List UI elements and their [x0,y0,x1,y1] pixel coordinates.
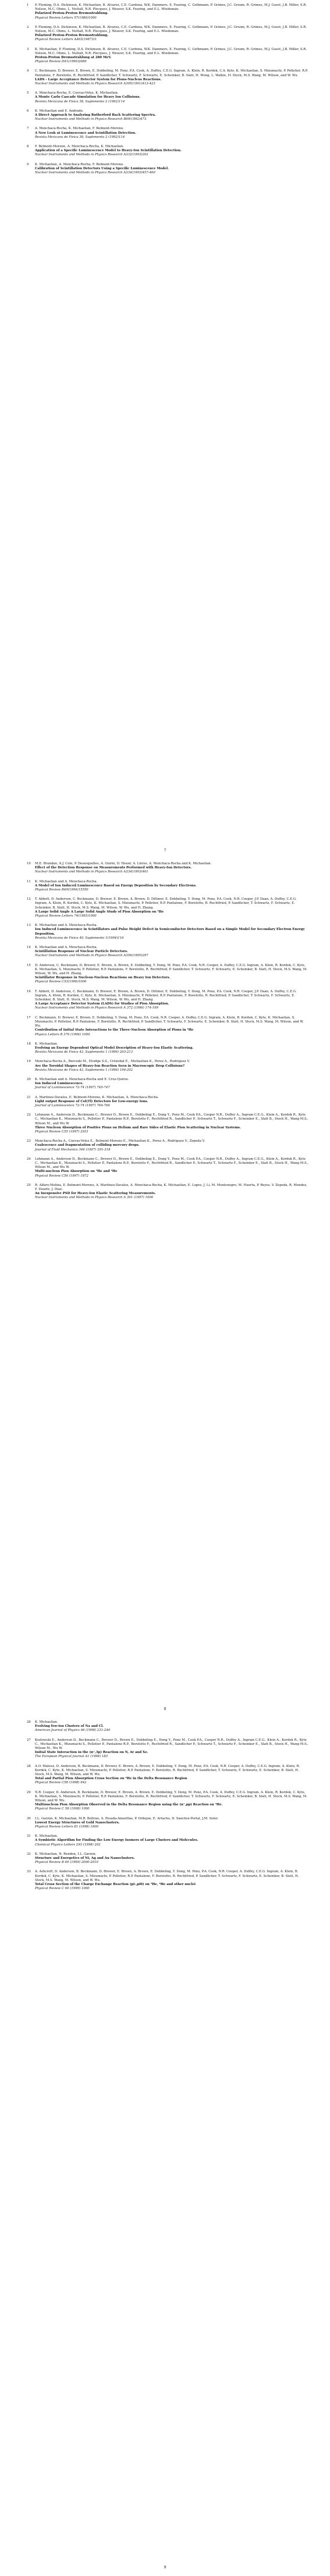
reference-entry [27,145,309,158]
reference-authors: K. Michaelian and A. Menchaca-Rocha. [35,924,98,928]
reference-entry [27,897,309,918]
reference-number: 19 [27,1060,31,1064]
reference-number: 23 [27,1139,31,1143]
reference-entry [27,1720,309,1733]
reference-number: 28 [27,1764,31,1768]
reference-journal: Journal of Luminescence 72-74 (1997) 764-766 [35,1103,110,1107]
reference-title: Scintillator Response in Nucleon-Nucleus Reactions on Heavy Ion Detectors. [35,976,171,980]
reference-authors: K. Michaelian and A. Menchaca-Rocha. [35,879,98,883]
reference-authors: T. Abbott, D. Anderson, C. Beckmann, D. Brewer, E. Brown, A. Brown, D. Dittmer, E. Dobbeling, Y. Dong, M. Ponz, P.A. Cook, N.R. Cooper, J.P. Daan, A. Duffey, C.E.G. Ingram, A. Klein, R. Kordek, C. Kyte, K. Michaelian, S. Mizumachi, P. Pelletier, R.P. Pantalone, F. Borelotto, R. Rechtfried, P. Sandlicher, T. Schwartz, F. Schwartz, E. Scheinker, B. Slatt, H. Stock, M.S. Wang, M. Wilson, W. Wu, and H. Zhang. [35,897,297,910]
reference-entry [27,1157,309,1178]
reference-journal: Physical Review C55 (1997) 2931 [35,1130,88,1134]
reference-authors: K. Michaelian, N. Rendon, I.L. Garzon. [35,1852,97,1856]
reference-number: 14 [27,946,31,950]
reference-title: Polarized Proton-Proton Bremsstrahlung. [35,12,109,16]
reference-number: 25 [27,1183,31,1187]
reference-title: Evolving an Energy Dependent Optical Model Description of Heavy-Ion Elastic Scattering. [35,1046,194,1050]
reference-number: 22 [27,1113,31,1117]
reference-journal: Physical Review C53(1996)1000 [35,980,87,984]
reference-title: An Inexpensive PSD for Heavy-Ion Elastic Scattering Measurements. [35,1192,156,1196]
reference-title: Are the Toroidal Shapes of Heavy-Ion Reaction Seen in Macroscopic Drop Collisions? [35,1064,184,1068]
reference-title: Polarized Proton-Proton Bremsstrahlung. [35,34,109,38]
reference-title: A Symbiotic Algorithm for Finding the Low Energy Isomers of Large Clusters and Molecules. [35,1839,198,1843]
reference-entry [27,964,309,985]
reference-authors: K. Michaelian. [35,1720,58,1724]
reference-entry [27,1791,309,1812]
reference-journal: Revista Mexicana de Fisica 40, Suplemento 1(1994)116 [35,936,124,940]
reference-number: 30 [27,1816,31,1820]
reference-number: 33 [27,1870,31,1874]
reference-authors: M.E. Brandan, A.J. Cole, P. Desesquelles, A. Giorni, D. Heuer, A. Lleres, A. Menchaca-Rocha and K. Michaelian. [35,862,212,865]
reference-journal: Revista Mexicana de Fisica 42, Suplemento 1 (1996) 203-213 [35,1050,133,1054]
page-number: 9 [164,2566,166,2570]
reference-journal: Physical Review B 60 (1999) 2000-2010 [35,1861,98,1865]
page-9 [0,1717,330,2575]
reference-journal: Nuclear Instruments and Methods in Physics Research A332(1993)202 [35,153,148,157]
reference-journal: Nuclear Instruments and Methods in Physics Research A 372 (1996) 174-199 [35,1006,158,1010]
reference-authors: A. Martinez-Davalos, E. Belmont-Moreno, K. Michaelian, A. Menchaca-Rocha. [35,1095,159,1099]
reference-authors: I.L. Garzon, K. Michaelian, M.R. Beltran, A. Posada-Amarillas, P. Ordejon, E. Artacho, D. Sanchez-Portal, J.M. Soler. [35,1816,219,1820]
reference-title: Ion Induced Luminescence. [35,1082,84,1086]
reference-title: Ion Induced Luminescence in Scintillators and Pulse Height Defect in Semiconductor Detectors Based on a Simple Model for Secondary Electron Energy Deposition. [35,928,305,936]
reference-entry [27,1834,309,1847]
reference-title: Three Nucleon Absorption of Positive Pions on Helium and Rare Sides of Elastic Pion Scattering in Nuclear Systems. [35,1125,241,1130]
reference-journal: Nuclear Instruments and Methods in Physics Research A 391 (1997) 1000 [35,1196,154,1200]
reference-entry [27,1078,309,1091]
reference-entry [27,1113,309,1134]
reference-title: Proton-Proton Bremsstrahlung at 280 MeV. [35,56,112,60]
reference-entry [27,1016,309,1037]
reference-entry [27,990,309,1011]
reference-journal: Physical Review C56 (1997) 1872 [35,1174,88,1178]
reference-number: 21 [27,1095,31,1099]
reference-number: 10 [27,862,31,865]
reference-title: Evolving few-ion Clusters of Na and Cl. [35,1725,104,1729]
reference-title: Total and Partial Pion Absorption Cross Section on ⁴He in the Delta Resonance Region [35,1777,187,1781]
reference-number: 6 [27,109,29,113]
reference-authors: K. Michaelian. [35,1042,58,1046]
reference-journal: Nuclear Instruments and Methods in Physics Research A334(1993)457-460 [35,171,155,175]
reference-number: 2 [27,25,29,29]
reference-authors: Menchaca-Rocha A., Cuevas-Velez E., Belmont-Moreno E., Michaelian K., Perez A., Rodriguez V., Zepeda V. [35,1139,205,1143]
reference-authors: K. Michaelian. [35,1834,58,1839]
reference-number: 17 [27,1016,31,1020]
reference-entry [27,1184,309,1200]
reference-title: A Large Solid Angle A Large Solid Angle Study of Pion Absorption on ³He [35,910,164,914]
reference-entry [27,924,309,940]
reference-number: 13 [27,924,31,928]
reference-entry [27,109,309,122]
reference-authors: C. Beckmann, D. Brewer, E. Brown, E. Dobbeling, Y. Dong, M. Ponz, P.A. Cook, N.R. Cooper, A. Duffey, C.E.G. Ingram, A. Klein, R. Kordek, C. Kyte, K. Michaelian, S. Mizumachi, P. Pelletier, R.P. Pantalone, F. Borelotto, R. Rechtfried, P. Sandlicher, T. Schwartz, F. Schwartz, E. Scheinker, B. Slatt, H. Stock, M.S. Wang, M. Wilson, and W. Wu. [35,1016,304,1028]
reference-title: Calibration of Scintillation Detectors Using a Specific Luminescence Model. [35,166,169,170]
reference-number: 24 [27,1157,31,1161]
reference-number: 7 [27,127,29,131]
page-8 [0,858,330,1717]
page-number: 8 [164,1707,166,1711]
reference-entry [27,946,309,959]
reference-entry [27,1765,309,1786]
reference-journal: The European Physical Journal A1 (1998) 183 [35,1755,108,1759]
reference-entry [27,69,309,86]
reference-title: LADS - Large Acceptance Detector System for Pions-Nucleus Reactions. [35,77,162,81]
reference-authors: K. Michaelian and A. Menchaca-Rocha. [35,946,98,950]
reference-number: 29 [27,1790,31,1794]
page-7 [0,0,330,858]
reference-number: 3 [27,47,29,51]
reference-number: 8 [27,145,29,149]
reference-journal: Journal of Luminescence 72-74 (1997) 745-747 [35,1086,110,1090]
reference-journal: Physical Review C58 (1998) 942 [35,1781,87,1785]
reference-authors: Lehmann A., Anderson D., Beckmann C., Brewer D., Brown E., Dobbeling E., Dong Y., Ponz M., Cook P.A., Cooper N.R., Duffey A., Ingram C.E.G., Klein A., Kordek R., Kyte C., Michaelian K., Mizumachi S., Pelletier P., Pantalone R.P., Borelotto F., Rechtfried R., Sandlicher P., Schwartz T., Schwartz F., Scheinker E., Slatt B., Stock H., Wang M.S., Wilson M., and Wu W. [35,1157,308,1170]
reference-journal: Nuclear Instruments and Methods in Physics Research A334(1993)461 [35,870,148,874]
reference-journal: Physical Review D41(1990)2689 [35,60,87,64]
reference-entry [27,127,309,140]
reference-number: 4 [27,69,29,73]
reference-title: Multinucleon Pion Absorption Observed in the Delta Resonance Region using the (π⁺,pp) Reaction on ³He. [35,1803,223,1807]
reference-title: Total Cross Section of the Charge Exchange Reaction (pi-,pi0) on ³He, ⁴He and other nuclei [35,1883,196,1887]
reference-authors: Menchaca-Rocha A., Bercedo M., Elvidge S.S., Cristobal E., Michaelian K., Perez A., Rodriguez V. [35,1060,190,1064]
reference-journal: Physics Letters B 376 (1996) 1000 [35,1032,90,1036]
reference-authors: K. Michaelian and A. Menchaca-Rocha and E. Cruz-Quiroz. [35,1077,129,1081]
reference-entry [27,1096,309,1109]
reference-journal: Physical Review Letters 81 (1998) 1600 [35,1825,99,1829]
reference-entry [27,163,309,176]
reference-journal: Physical Review C 58 (1998) 1000 [35,1807,90,1811]
reference-authors: K. Michaelian, A. Menchaca-Rocha, F. Belmont-Moreno. [35,162,124,166]
reference-title: Application of a Specific Luminescence Model to Heavy-Ion Scintillation Detection. [35,149,182,153]
reference-entry [27,48,309,65]
reference-number: 32 [27,1852,31,1856]
reference-number: 20 [27,1077,31,1081]
reference-number: 1 [27,3,29,7]
reference-number: 31 [27,1834,31,1839]
reference-authors: Lehmann A., Anderson D., Beckmann C., Brewer D., Brown E., Dobbeling E., Dong Y., Ponz M., Cook P.A., Cooper N.R., Duffey A., Ingram C.E.G., Klein A., Kordek R., Kyte C., Michaelian K., Mizumachi S., Pelletier P., Pantalone R.P., Borelotto F., Rechtfried R., Sandlicher P., Schwartz T., Schwartz F., Scheinker E., Slatt B., Stock H., Wang M.S., Wilson M., and Wu W. [35,1113,308,1125]
reference-journal: Nuclear Instruments and Methods in Physics Research A305(1991)413-423 [35,82,155,86]
reference-authors: A.O. Mateos, D. Anderson, B. Beckmann, D. Brewer, E. Brown, A. Brown, E. Dobbeling, Y. Dong, M. Ponz, P.A. Cook, N.R. Cooper, A. Duffey, C.E.G. Ingram, A. Klein, R. Kordek, C. Kyte, K. Michaelian, S. Mizumachi, P. Pelletier, R.P. Pantalone, F. Borelotto, R. Rechtfried, P. Sandlicher, T. Schwartz, F. Schwartz, E. Scheinker, B. Slatt, H. Stock, M.S. Wang, M. Wilson, and W. Wu. [35,1764,300,1777]
reference-title: Scintillation Response of Nuclear Particle Detectors. [35,950,128,954]
reference-authors: Kozlowski E., Anderson D., Beckmann C., Brewer D., Brown E., Dobbeling E., Dong Y., Ponz M., Cook P.A., Cooper N.R., Duffey A., Ingram C.E.G., Klein A., Kordek R., Kyte C., Michaelian K., Mizumachi S., Pelletier P., Pantalone R.P., Borelotto F., Rechtfried R., Sandlicher P., Schwartz T., Schwartz F., Scheinker E., Slatt B., Stock H., Wang M.S., Wilson M., Wu W. [35,1738,308,1751]
reference-title: A Model of Ion Induced Luminescence Based on Energy Deposition by Secondary Electrons. [35,883,197,888]
reference-authors: D. Anderson, C. Beckmann, D. Brewer, E. Brown, A. Brown, E. Dobbeling, Y. Dong, M. Ponz, P.A. Cook, N.R. Cooper, A. Duffey, C.E.G. Ingram, A. Klein, R. Kordek, C. Kyte, K. Michaelian, S. Mizumachi, P. Pelletier, R.P. Pantalone, F. Borelotto, R. Rechtfried, P. Sandlicher, T. Schwartz, F. Schwartz, E. Scheinker, B. Slatt, H. Stock, M.S. Wang, M. Wilson, W. Wu, and H. Zhang. [35,963,308,976]
reference-entry [27,1870,309,1891]
reference-entry [27,1139,309,1152]
reference-number: 15 [27,963,31,967]
reference-journal: Physical Review C 60 (1999) 1000 [35,1887,90,1891]
reference-journal: American Journal of Physics 66 (1998) 231-240 [35,1729,111,1733]
reference-number: 5 [27,91,29,95]
reference-number: 26 [27,1720,31,1724]
reference-authors: C. Beckmann, D. Brewer, E. Brown, E. Dobbeling, M. Ponz, P.A. Cook, A. Duffey, C.E.G. Ingram, A. Klein, R. Kordek, C.A. Kyte, K. Michaelian, S. Mizumachi, P. Pelletier, R.P. Pantalone, F. Borelotto, R. Rechtfried, P. Sandlicher, T. Schwartz, F. Schwartz, E. Scheinker, B. Slatt, H. Wong, L. Walkie, H. Stock, M.S. Wang, M. Wilson, and W. Wu. [35,69,308,77]
reference-authors: P. Fleming, D.A. Dickinson, K. Michaelian, B. Alvarez, C.E. Cardona, W.K. Dammers, E. Fearing, C. Gelbmann, P. Grimes, J.C. Groom, R. Grimes, M.J. Guest, J.B. Miller, S.R. Nelson, M.C. Ohms, L. Nuttall, N.R. Plecques, J. Weaver, S.K. Fearing, and E.L. Wiedeman. [35,25,307,34]
reference-title: A Large Acceptance Detector System (LADS) for Studies of Pion Absorption. [35,1002,169,1006]
reference-title: Contribution of Initial State Interactions to the Three-Nucleon Absorption of Pions in ⁴He [35,1028,194,1032]
reference-entry [27,26,309,42]
reference-entry [27,1817,309,1830]
reference-title: Multi-nucleon Pion Absorption on ³He and ⁴He [35,1170,118,1174]
reference-journal: Physical Review Letters 74(1995)1000 [35,914,97,918]
reference-journal: Nuclear Instruments and Methods in Physics Research A356(1995)297 [35,954,148,958]
reference-authors: A. Ashcroft, D. Anderson, B. Beckmann, D. Brewer, E. Brown, A. Brown, E. Dobbeling, Y. Dong, M. Ponz, P.A. Cook, N.R. Cooper, A. Duffey, C.E.G. Ingram, A. Klein, R. Kordek, C. Kyte, K. Michaelian, S. Mizumachi, P. Pelletier, R.P. Pantalone, F. Borelotto, R. Rechtfried, P. Sandlicher, T. Schwartz, F. Schwartz, E. Scheinker, B. Slatt, H. Stock, M.S. Wang, M. Wilson, and W. Wu. [35,1870,299,1882]
reference-journal: Chemical Physics Letters 293 (1998) 202 [35,1843,101,1847]
reference-entry [27,880,309,893]
reference-number: 12 [27,897,31,902]
reference-title: Light output Response of CsI(Tl) Detectors for Low-energy Ions. [35,1099,148,1103]
reference-title: A Direct Approach to Analyzing Rutherford Back Scattering Spectra. [35,113,156,117]
reference-title: Structure and Energetics of Ni, Ag and Au Nanoclusters. [35,1857,135,1861]
reference-entry [27,1060,309,1073]
reference-entry [27,862,309,875]
reference-journal: Journal of Fluid Mechanics 346 (1997) 291-318 [35,1148,111,1152]
reference-authors: K. Michaelian, P. Fleming, D.A. Dickinson, B. Alvarez, C.E. Cardona, W.K. Dammers, E. Fearing, C. Gelbmann, P. Grimes, J.C. Groom, R. Grimes, M.J. Guest, J.B. Miller, S.R. Nelson, M.C. Ohms, L. Nuttall, N.R. Plecques, J. Weaver, S.K. Fearing, and E.L. Wiedeman. [35,47,307,55]
reference-number: 9 [27,162,29,166]
reference-entry [27,1042,309,1055]
reference-authors: F. Belmont-Moreno, A. Menchaca-Rocha, K. Michaelian. [35,145,124,149]
reference-authors: A. Menchaca-Rocha, E. Cuevas-Velez, K. Michaelian. [35,91,119,95]
reference-journal: Revista Mexicana de Fisica 38, Suplemento 2 (1992)114 [35,135,125,139]
reference-journal: Revista Mexicana de Fisica 38, Suplemento 2 (1992)114 [35,99,125,104]
reference-entry [27,91,309,104]
reference-number: 11 [27,879,31,883]
reference-journal: Nuclear Instruments and Methods in Physics Research B69(1992)473 [35,117,147,122]
reference-journal: Physical Review Letters 57(1986)1000 [35,16,97,20]
reference-journal: Physical Review Letters A463(1987)31 [35,38,97,42]
reference-journal: Physical Review B49(1994)15550 [35,888,88,892]
reference-entry [27,3,309,20]
page-number: 7 [164,849,166,853]
reference-authors: T. Abbott, D. Anderson, C. Beckmann, D. Brewer, E. Brown, A. Brown, D. Dittmer, E. Dobbeling, Y. Dong, M. Ponz, P.A. Cook, N.R. Cooper, J.P. Daan, A. Duffey, C.E.G. Ingram, A. Klein, R. Kordek, C. Kyte, K. Michaelian, S. Mizumachi, P. Pelletier, R.P. Pantalone, F. Borelotto, R. Rechtfried, P. Sandlicher, T. Schwartz, F. Schwartz, E. Scheinker, B. Slatt, H. Stock, M.S. Wang, M. Wilson, W. Wu, and H. Zhang. [35,989,297,1002]
reference-authors: A. Menchaca-Rocha, K. Michaelian, F. Belmont-Moreno. [35,127,124,131]
reference-title: A New Look at Luminescence and Scintillation Detection. [35,131,136,135]
reference-authors: N.R. Cooper, D. Anderson, B. Beckmann, D. Brewer, E. Brown, A. Brown, E. Dobbeling, Y. Dong, M. Ponz, P.A. Cook, A. Duffey, C.E.G. Ingram, A. Klein, R. Kordek, C. Kyte, K. Michaelian, S. Mizumachi, P. Pelletier, R.P. Pantalone, F. Borelotto, R. Rechtfried, P. Sandlicher, T. Schwartz, F. Schwartz, E. Scheinker, B. Slatt, H. Stock, M.S. Wang, M. Wilson, and W. Wu. [35,1790,308,1803]
reference-authors: K. Michaelian and E. Andrade. [35,109,84,113]
reference-number: 18 [27,1042,31,1046]
reference-journal: Revista Mexicana de Fisica 42, Suplemento 1 (1996) 190-202 [35,1068,133,1072]
reference-authors: R. Alfaro-Molina, E. Belmont-Moreno, A. Martinez-Davalos, A. Menchaca-Rocha, K. Michaelian, E. Lopez, J. Li, M. Montenegro, M. Huerta, P. Reyes, V. Zepeda, R. Mendez, F. Duarte, J. Diaz. [35,1183,307,1191]
reference-number: 27 [27,1738,31,1742]
reference-title: Effect of the Detection Response on Measurements Performed with Heavy-Ion Detectors. [35,866,192,870]
reference-title: Coalescence and fragmentation of colliding mercury drops. [35,1143,140,1148]
reference-authors: P. Fleming, D.A. Dickinson, K. Michaelian, B. Alvarez, C.E. Cardona, W.K. Dammers, E. Fearing, C. Gelbmann, P. Grimes, J.C. Groom, R. Grimes, M.J. Guest, J.B. Miller, S.R. Nelson, M.C. Ohms, L. Nuttall, N.R. Plecques, J. Weaver, S.K. Fearing, and E.L. Wiedeman. [35,3,307,12]
reference-title: Lowest Energy Structures of Gold Nanoclusters. [35,1820,120,1825]
reference-title: A Monte Carlo Cascade Simulation for Heavy Ion Collisions. [35,95,141,99]
reference-entry [27,1738,309,1759]
reference-entry [27,1852,309,1865]
reference-number: 16 [27,989,31,993]
reference-title: Initial State Interaction in the (π⁺,3p) Reaction on N, Ar and Xe. [35,1751,148,1755]
